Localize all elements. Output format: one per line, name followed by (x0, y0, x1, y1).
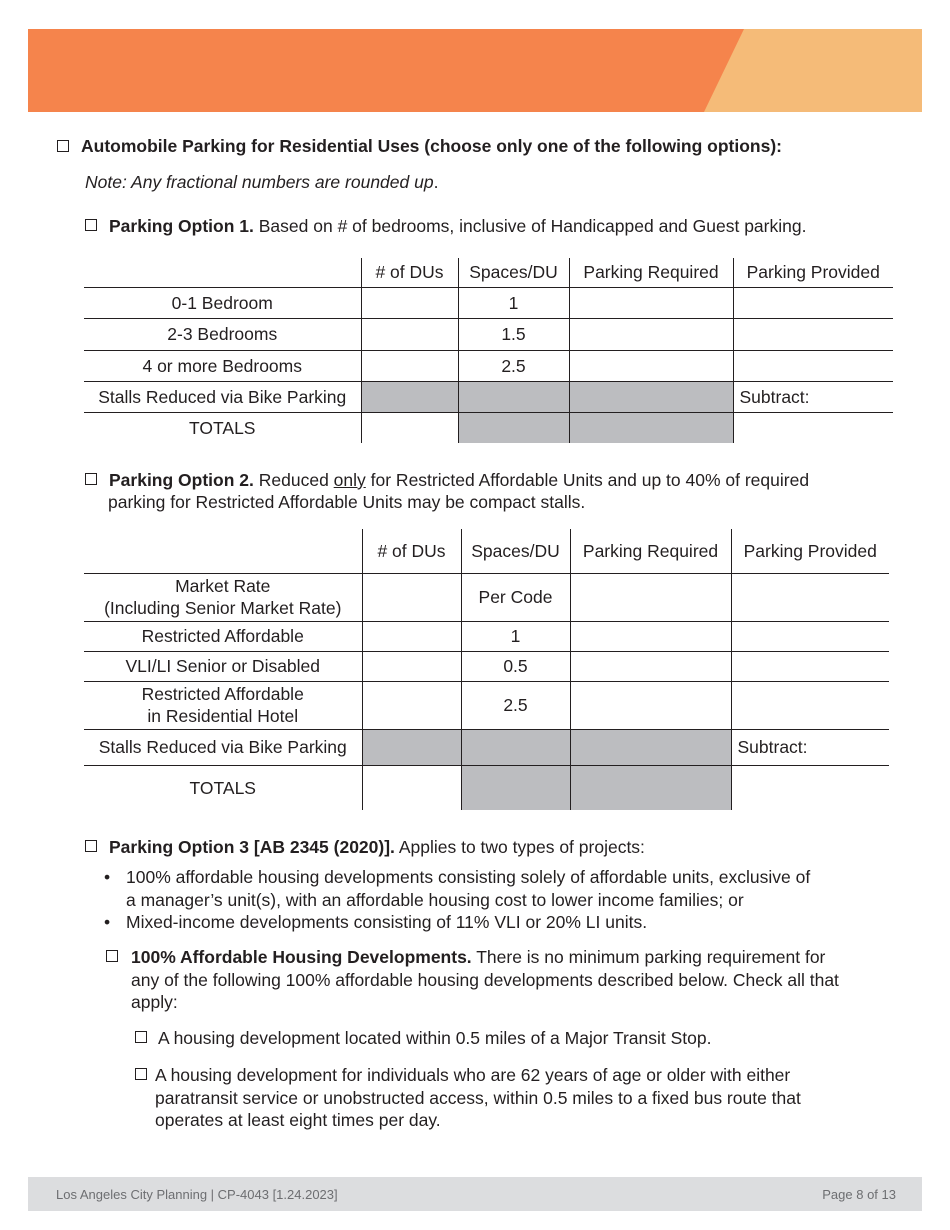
header-required: Parking Required (570, 529, 731, 573)
provided-total-input[interactable] (731, 765, 889, 810)
residential-parking-checkbox[interactable] (57, 140, 69, 152)
bike-parking-row: Stalls Reduced via Bike Parking Subtract: (84, 729, 889, 765)
parking-option-2-checkbox[interactable] (85, 473, 97, 485)
section-title: Automobile Parking for Residential Uses (choose only one of the following options): (81, 136, 783, 156)
header-provided: Parking Provided (731, 529, 889, 573)
parking-option-1-table (84, 258, 893, 443)
required-input[interactable] (570, 573, 731, 621)
dus-input[interactable] (362, 573, 461, 621)
required-input[interactable] (569, 318, 733, 350)
provided-input[interactable] (731, 681, 889, 729)
totals-row: TOTALS (84, 765, 889, 810)
senior-housing-checkbox[interactable] (135, 1068, 147, 1080)
header-spaces: Spaces/DU (461, 529, 570, 573)
table-row: Market Rate (Including Senior Market Rate) Per Code (84, 573, 889, 621)
bullet-icon: • (104, 867, 111, 887)
transit-stop-label: A housing development located within 0.5 miles of a Major Transit Stop. (158, 1028, 712, 1048)
bullet-icon: • (104, 912, 111, 932)
dus-input[interactable] (361, 318, 458, 350)
parking-option-1-label: Parking Option 1. Based on # of bedrooms, inclusive of Handicapped and Guest parking. (109, 216, 807, 236)
parking-option-3-label: Parking Option 3 [AB 2345 (2020)]. Applies to two types of projects: (109, 837, 645, 857)
rounding-note: Note: Any fractional numbers are rounded up. (85, 172, 439, 192)
affordable-100-checkbox[interactable] (106, 950, 118, 962)
table-row: 0-1 Bedroom 1 (84, 287, 893, 318)
provided-input[interactable] (733, 350, 893, 381)
totals-row: TOTALS (84, 412, 893, 443)
dus-input[interactable] (362, 651, 461, 681)
provided-total-input[interactable] (733, 412, 893, 443)
required-input[interactable] (569, 350, 733, 381)
table-row: Restricted Affordable in Residential Hotel 2.5 (84, 681, 889, 729)
provided-input[interactable] (733, 318, 893, 350)
header-dus: # of DUs (362, 529, 461, 573)
parking-option-1-checkbox[interactable] (85, 219, 97, 231)
header-dus: # of DUs (361, 258, 458, 287)
header-required: Parking Required (569, 258, 733, 287)
parking-option-2-label: Parking Option 2. Reduced only for Restricted Affordable Units and up to 40% of required (109, 470, 810, 490)
dus-input[interactable] (362, 681, 461, 729)
provided-input[interactable] (731, 621, 889, 651)
table-row: VLI/LI Senior or Disabled 0.5 (84, 651, 889, 681)
dus-total-input[interactable] (361, 412, 458, 443)
bike-parking-row: Stalls Reduced via Bike Parking Subtract: (84, 381, 893, 412)
subtract-input[interactable]: Subtract: (731, 729, 889, 765)
header-spaces: Spaces/DU (458, 258, 569, 287)
table-row: 4 or more Bedrooms 2.5 (84, 350, 893, 381)
dus-input[interactable] (362, 621, 461, 651)
required-input[interactable] (569, 287, 733, 318)
dus-input[interactable] (361, 287, 458, 318)
footer-doc-id: Los Angeles City Planning | CP-4043 [1.24.2023] (56, 1187, 338, 1202)
affordable-100-label: 100% Affordable Housing Developments. There is no minimum parking requirement for any of the following 100% affordable housing developments described below. Check all that apply: (131, 947, 839, 1012)
provided-input[interactable] (731, 651, 889, 681)
parking-option-2-table (84, 529, 889, 810)
bullet-text-1: 100% affordable housing developments consisting solely of affordable units, exclusive of a manager’s unit(s), with an affordable housing cost to lower income families; or (126, 867, 811, 910)
required-input[interactable] (570, 621, 731, 651)
header-banner (28, 29, 922, 112)
transit-stop-checkbox[interactable] (135, 1031, 147, 1043)
required-input[interactable] (570, 681, 731, 729)
footer-page-number: Page 8 of 13 (822, 1187, 896, 1202)
senior-housing-label: A housing development for individuals who are 62 years of age or older with either paratransit service or unobstructed access, within 0.5 miles to a fixed bus route that operates at least eight times per day. (155, 1065, 801, 1130)
table-row: Restricted Affordable 1 (84, 621, 889, 651)
bullet-text-2: Mixed-income developments consisting of 11% VLI or 20% LI units. (126, 912, 648, 932)
parking-option-3-checkbox[interactable] (85, 840, 97, 852)
header-provided: Parking Provided (733, 258, 893, 287)
provided-input[interactable] (731, 573, 889, 621)
subtract-input[interactable]: Subtract: (733, 381, 893, 412)
provided-input[interactable] (733, 287, 893, 318)
parking-option-2-desc-line2: parking for Restricted Affordable Units may be compact stalls. (108, 492, 586, 512)
table-row: 2-3 Bedrooms 1.5 (84, 318, 893, 350)
dus-input[interactable] (361, 350, 458, 381)
dus-total-input[interactable] (362, 765, 461, 810)
required-input[interactable] (570, 651, 731, 681)
page-footer (28, 1177, 922, 1211)
